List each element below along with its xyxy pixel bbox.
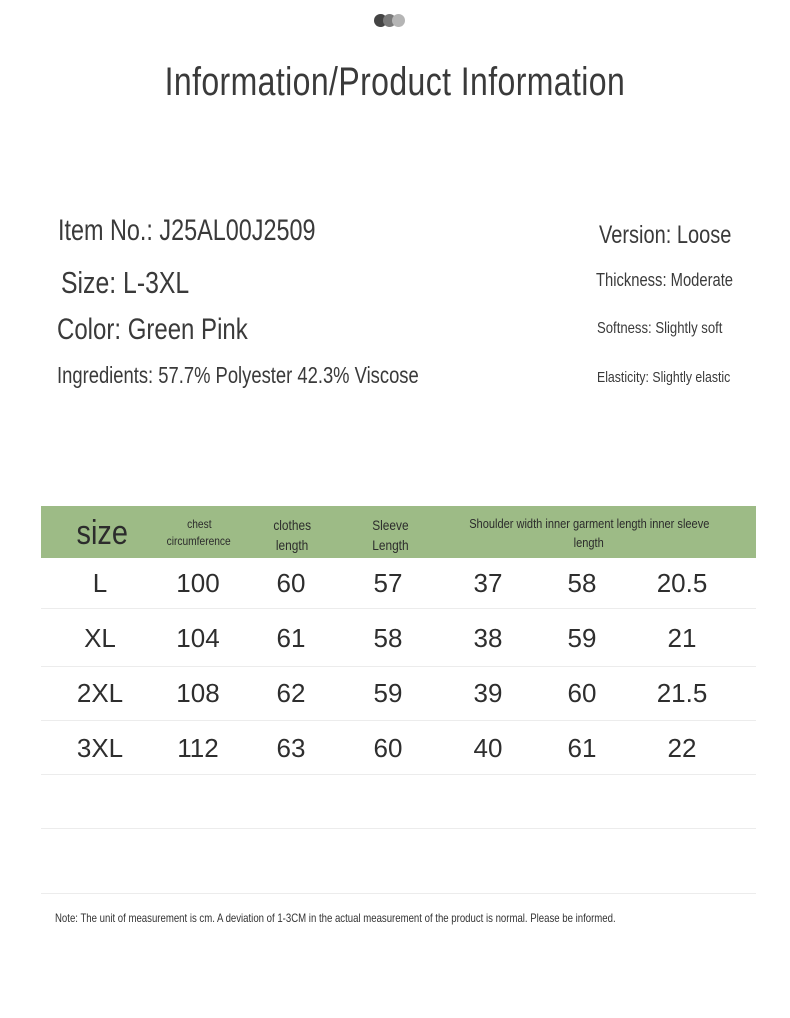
size-range: Size: L-3XL <box>61 265 190 300</box>
cell-clothes-length: 60 <box>276 568 306 598</box>
row-divider <box>41 893 756 894</box>
cell-size: 2XL <box>76 678 124 708</box>
header-shoulder-garment-sleeve: Shoulder width inner garment length inner sleeve length <box>468 516 710 550</box>
cell-shoulder-width: 40 <box>473 733 503 763</box>
cell-chest: 100 <box>176 568 220 598</box>
size-table-header <box>41 506 756 558</box>
softness-info: Softness: Slightly soft <box>597 320 723 337</box>
header-clothes-length: clothes length <box>273 517 311 554</box>
cell-clothes-length: 61 <box>276 623 306 653</box>
cell-clothes-length: 63 <box>276 733 306 763</box>
cell-shoulder-width: 37 <box>473 568 503 598</box>
cell-size: 3XL <box>76 733 124 763</box>
cell-shoulder-width: 38 <box>473 623 503 653</box>
version-info: Version: Loose <box>599 221 732 249</box>
header-sleeve-length: Sleeve Length <box>371 517 409 554</box>
cell-sleeve-length: 60 <box>373 733 403 763</box>
cell-shoulder-width: 39 <box>473 678 503 708</box>
row-divider <box>41 774 756 775</box>
page-title: Information/Product Information <box>164 60 626 104</box>
cell-chest: 108 <box>176 678 220 708</box>
table-row <box>41 721 756 775</box>
cell-size: L <box>92 568 108 598</box>
cell-inner-sleeve-length: 20.5 <box>656 568 708 598</box>
color-info: Color: Green Pink <box>57 313 248 346</box>
cell-inner-garment-length: 58 <box>567 568 597 598</box>
header-size: size <box>76 514 128 552</box>
cell-sleeve-length: 57 <box>373 568 403 598</box>
cell-chest: 104 <box>176 623 220 653</box>
table-row <box>41 611 756 665</box>
thickness-info: Thickness: Moderate <box>596 270 734 290</box>
carousel-indicator <box>374 14 406 28</box>
cell-inner-sleeve-length: 22 <box>667 733 697 763</box>
measurement-note: Note: The unit of measurement is cm. A deviation of 1-3CM in the actual measurement of the product is normal. Please be informed. <box>55 911 616 925</box>
cell-sleeve-length: 59 <box>373 678 403 708</box>
elasticity-info: Elasticity: Slightly elastic <box>597 369 731 386</box>
cell-inner-garment-length: 60 <box>567 678 597 708</box>
row-divider <box>41 828 756 829</box>
cell-clothes-length: 62 <box>276 678 306 708</box>
header-chest: chest circumference <box>166 517 232 549</box>
cell-inner-garment-length: 59 <box>567 623 597 653</box>
table-row <box>41 666 756 720</box>
cell-inner-sleeve-length: 21 <box>667 623 697 653</box>
cell-size: XL <box>84 623 116 653</box>
cell-chest: 112 <box>177 733 219 763</box>
item-number: Item No.: J25AL00J2509 <box>58 214 316 247</box>
cell-inner-garment-length: 61 <box>567 733 597 763</box>
cell-sleeve-length: 58 <box>373 623 403 653</box>
carousel-dot-3 <box>392 14 405 27</box>
table-row <box>41 556 756 610</box>
row-divider <box>41 608 756 609</box>
cell-inner-sleeve-length: 21.5 <box>656 678 708 708</box>
ingredients-info: Ingredients: 57.7% Polyester 42.3% Viscose <box>57 362 419 388</box>
